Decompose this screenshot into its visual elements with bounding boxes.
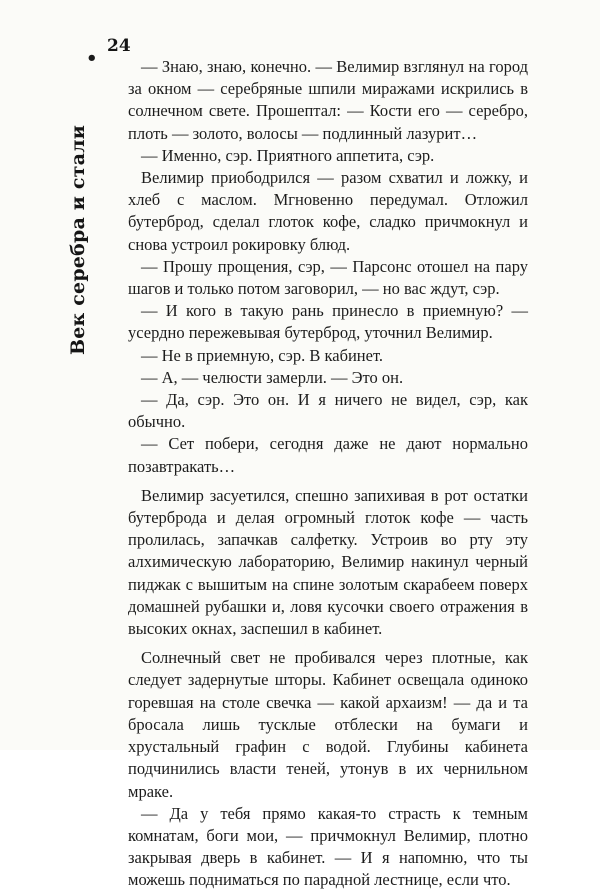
body-text (128, 56, 528, 892)
paragraph: Велимир засуетился, спешно запихивая в рот остатки бутерброда и делая огромный глоток кофе — часть пролилась, запачкав салфетку. Устроив во рту эту алхимическую лабораторию, Велимир накинул черный пиджак с вышитым на спине золотым скарабеем поверх домашней рубашки и, ловя кусочки своего отражения в высоких окнах, заспешил в кабинет. (128, 485, 528, 639)
paragraph: Велимир приободрился — разом схватил и ложку, и хлеб с маслом. Мгновенно передумал. Отложил бутерброд, сделал глоток кофе, сладко причмокнул и снова устроил рокировку блюд. (128, 168, 528, 254)
paragraph: — Сет побери, сегодня даже не дают нормально позавтракать… (128, 434, 528, 476)
paragraph: Солнечный свет не пробивался через плотные, как следует задернутые шторы. Кабинет освещала одиноко горевшая на столе свечка — какой архаизм! — да и та бросала лишь тусклые отблески на бумаги и хрустальный графин с водой. Глубины кабинета подчинились власти теней, утонув в их чернильном мраке. (128, 648, 528, 801)
paragraph: — Не в приемную, сэр. В кабинет. (141, 345, 384, 365)
paragraph: — А, — челюсти замерли. — Это он. (141, 367, 404, 387)
header-bullet: • (86, 48, 98, 69)
paragraph: — И кого в такую рань принесло в приемную? — усердно пережевывая бутерброд, уточнил Велимир. (128, 301, 528, 343)
paragraph: — Знаю, знаю, конечно. — Велимир взглянул на город за окном — серебряные шпили миражами искрились в солнечном свете. Прошептал: — Кости его — серебро, плоть — золото, волосы — подлинный лазурит… (128, 57, 528, 143)
paragraph: — Именно, сэр. Приятного аппетита, сэр. (141, 145, 435, 165)
running-title: Век серебра и стали (67, 124, 89, 356)
paragraph: — Да, сэр. Это он. И я ничего не видел, сэр, как обычно. (128, 390, 528, 432)
paragraph: — Да у тебя прямо какая-то страсть к темным комнатам, боги мои, — причмокнул Велимир, плотно закрывая дверь в кабинет. — И я напомню, что ты можешь подниматься по парадной лестнице, если что. (128, 803, 528, 890)
page-number: 24 (107, 36, 131, 56)
paragraph: — Прошу прощения, сэр, — Парсонс отошел на пару шагов и только потом заговорил, — но вас ждут, сэр. (128, 256, 528, 299)
